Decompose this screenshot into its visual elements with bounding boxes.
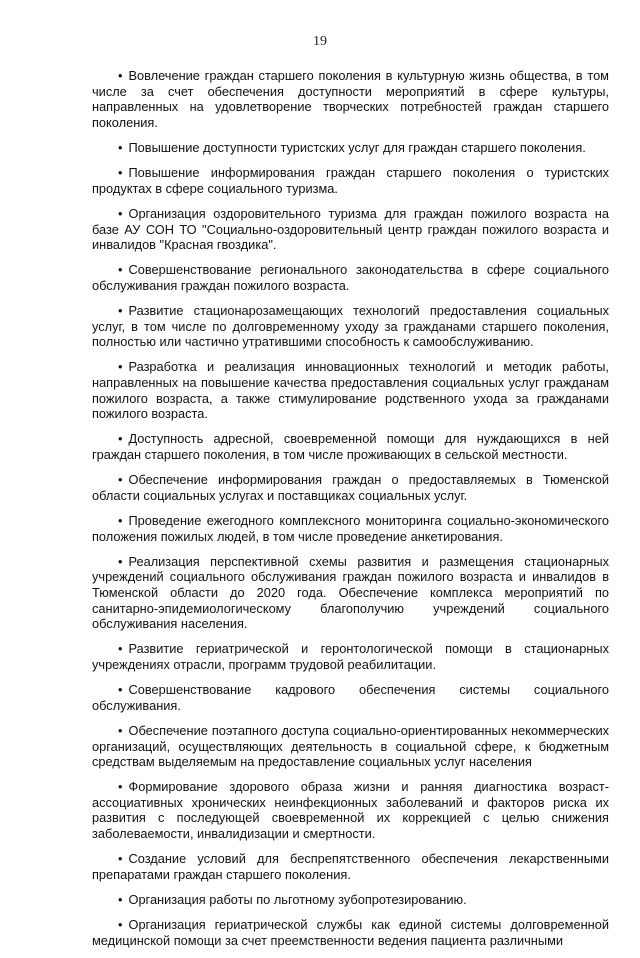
list-item	[92, 165, 609, 196]
bullet-icon: •	[118, 892, 123, 908]
bullet-icon: •	[118, 851, 123, 867]
list-item-text: Повышение доступности туристских услуг для граждан старшего поколения.	[128, 139, 586, 155]
bullet-list	[92, 68, 609, 958]
bullet-icon: •	[118, 513, 123, 528]
list-item-text: Вовлечение граждан старшего поколения в культурную жизнь общества, в том числе за счет обеспечения доступности мероприятий в сфере культуры, направленных на удовлетворение творческих потребностей граждан старшего поколения.	[92, 68, 609, 130]
page-number: 19	[313, 34, 327, 49]
list-item	[92, 682, 609, 713]
bullet-icon: •	[118, 262, 123, 278]
list-item-text: Разработка и реализация инновационных технологий и методик работы, направленных на повышение качества предоставления социальных услуг гражданам пожилого возраста, а также стимулирование родственного ухода за гражданами пожилого возраста.	[92, 359, 609, 422]
list-item-text: Обеспечение информирования граждан о предоставляемых в Тюменской области социальных услугах и поставщиках социальных услуг.	[92, 472, 609, 503]
list-item	[92, 472, 609, 503]
list-item-text: Организация работы по льготному зубопротезированию.	[128, 892, 467, 908]
bullet-icon: •	[118, 472, 123, 488]
list-item	[92, 359, 609, 421]
list-item	[92, 723, 609, 770]
bullet-icon: •	[118, 165, 123, 181]
list-item	[92, 262, 609, 293]
bullet-icon: •	[118, 139, 123, 155]
list-item	[92, 303, 609, 350]
list-item	[92, 140, 609, 156]
list-item-text: Совершенствование регионального законодательства в сфере социального обслуживания граждан пожилого возраста.	[92, 262, 609, 293]
list-item-text: Доступность адресной, своевременной помощи для нуждающихся в ней граждан старшего поколения, в том числе проживающих в сельской местности.	[92, 431, 609, 463]
list-item	[92, 892, 609, 908]
list-item-text: Повышение информирования граждан старшего поколения о туристских продуктах в сфере социального туризма.	[92, 165, 609, 196]
list-item-text: Создание условий для беспрепятственного обеспечения лекарственными препаратами граждан старшего поколения.	[92, 851, 609, 882]
list-item	[92, 641, 609, 672]
list-item	[92, 779, 609, 841]
list-item-text: Развитие стационарозамещающих технологий предоставления социальных услуг, в том числе по долговременному уходу за гражданами старшего поколения, полностью или частично утратившими способность к самообслуживанию.	[92, 303, 609, 350]
list-item-text: Организация гериатрической службы как единой системы долговременной медицинской помощи за счет преемственности ведения пациента различными	[92, 917, 609, 948]
list-item-text: Развитие гериатрической и геронтологической помощи в стационарных учреждениях отрасли, программ трудовой реабилитации.	[92, 641, 609, 672]
list-item-text: Обеспечение поэтапного доступа социально-ориентированных некоммерческих организаций, осуществляющих деятельность в социальной сфере, к бюджетным средствам выделяемым на предоставление социальных услуг населения	[92, 722, 609, 770]
bullet-icon: •	[118, 303, 123, 319]
list-item	[92, 206, 609, 253]
list-item	[92, 431, 609, 462]
list-item	[92, 851, 609, 882]
bullet-icon: •	[118, 431, 123, 447]
bullet-icon: •	[118, 553, 123, 569]
bullet-icon: •	[118, 68, 123, 83]
bullet-icon: •	[118, 205, 123, 221]
bullet-icon: •	[118, 779, 123, 795]
bullet-icon: •	[118, 722, 123, 738]
bullet-icon: •	[118, 359, 123, 375]
list-item-text: Организация оздоровительного туризма для граждан пожилого возраста на базе АУ СОН ТО "Социально-оздоровительный центр граждан пожилого возраста и инвалидов "Красная гвоздика".	[92, 205, 609, 253]
bullet-icon: •	[118, 682, 123, 698]
list-item-text: Проведение ежегодного комплексного мониторинга социально-экономического положения пожилых людей, в том числе проведение анкетирования.	[92, 513, 609, 544]
list-item	[92, 513, 609, 544]
list-item	[92, 68, 609, 130]
list-item	[92, 917, 609, 948]
bullet-icon: •	[118, 641, 123, 657]
list-item-text: Совершенствование кадрового обеспечения системы социального обслуживания.	[92, 682, 609, 713]
list-item	[92, 554, 609, 632]
list-item-text: Формирование здорового образа жизни и ранняя диагностика возраст-ассоциативных хронических неинфекционных заболеваний и факторов риска их развития с последующей своевременной их коррекцией с целью снижения заболеваемости, инвалидизации и смертности.	[92, 779, 609, 842]
bullet-icon: •	[118, 917, 123, 933]
list-item-text: Реализация перспективной схемы развития и размещения стационарных учреждений социального обслуживания граждан пожилого возраста и инвалидов в Тюменской области до 2020 года. Обеспечение комплекса мероприятий по санитарно-эпидемиологическому благополучию учреждений социального обслуживания населения.	[92, 553, 609, 632]
